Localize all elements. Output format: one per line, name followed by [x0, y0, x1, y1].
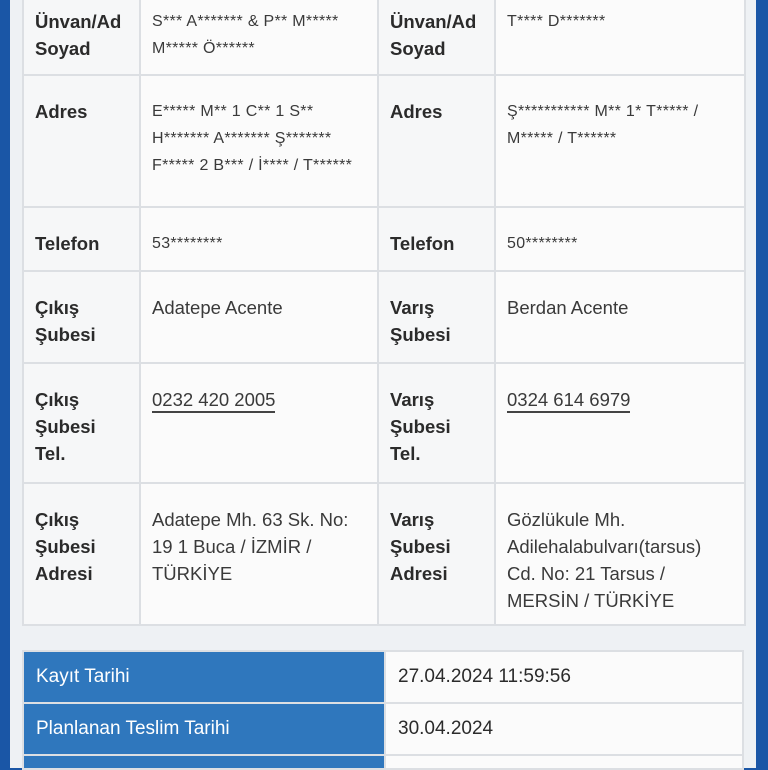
- address-row: [23, 75, 745, 207]
- branch-phone-row: [23, 363, 745, 483]
- departure-branch-label: Çıkış Şubesi: [23, 271, 140, 363]
- arrival-branch-phone-link[interactable]: 0324 614 6979: [507, 389, 630, 413]
- record-date-row: [23, 651, 743, 703]
- arrival-branch-address-value: Gözlükule Mh. Adilehalabulvarı(tarsus) Cd. No: 21 Tarsus / MERSİN / TÜRKİYE: [495, 483, 745, 625]
- planned-delivery-value: 30.04.2024: [385, 703, 743, 755]
- planned-delivery-label: Planlanan Teslim Tarihi: [23, 703, 385, 755]
- departure-branch-phone-link[interactable]: 0232 420 2005: [152, 389, 275, 413]
- planned-delivery-row: [23, 703, 743, 755]
- next-row-label: [23, 755, 385, 769]
- shipment-detail-page: [10, 0, 756, 768]
- receiver-name-label: Ünvan/Ad Soyad: [378, 0, 495, 75]
- receiver-name-value: T**** D*******: [495, 0, 745, 75]
- arrival-branch-phone-label: Varış Şubesi Tel.: [378, 363, 495, 483]
- departure-branch-address-value: Adatepe Mh. 63 Sk. No: 19 1 Buca / İZMİR / TÜRKİYE: [140, 483, 378, 625]
- departure-branch-address-label: Çıkış Şubesi Adresi: [23, 483, 140, 625]
- receiver-phone-label: Telefon: [378, 207, 495, 271]
- sender-name-value: S*** A******* & P** M***** M***** Ö******: [140, 0, 378, 75]
- dates-table: [22, 650, 744, 770]
- branch-row: [23, 271, 745, 363]
- sender-address-value: E***** M** 1 C** 1 S** H******* A******* Ş******* F***** 2 B*** / İ**** / T******: [140, 75, 378, 207]
- sender-address-label: Adres: [23, 75, 140, 207]
- receiver-address-label: Adres: [378, 75, 495, 207]
- receiver-phone-value: 50********: [495, 207, 745, 271]
- arrival-branch-value: Berdan Acente: [495, 271, 745, 363]
- sender-name-label: Ünvan/Ad Soyad: [23, 0, 140, 75]
- shipment-info-table: [22, 0, 746, 626]
- arrival-branch-phone-cell: [495, 363, 745, 483]
- arrival-branch-address-label: Varış Şubesi Adresi: [378, 483, 495, 625]
- branch-address-row: [23, 483, 745, 625]
- record-date-label: Kayıt Tarihi: [23, 651, 385, 703]
- departure-branch-value: Adatepe Acente: [140, 271, 378, 363]
- phone-row: [23, 207, 745, 271]
- departure-branch-phone-label: Çıkış Şubesi Tel.: [23, 363, 140, 483]
- receiver-address-value: Ş*********** M** 1* T***** / M***** / T******: [495, 75, 745, 207]
- arrival-branch-label: Varış Şubesi: [378, 271, 495, 363]
- next-row-partial: [23, 755, 743, 769]
- departure-branch-phone-cell: [140, 363, 378, 483]
- record-date-value: 27.04.2024 11:59:56: [385, 651, 743, 703]
- name-row: [23, 0, 745, 75]
- next-row-value: [385, 755, 743, 769]
- sender-phone-label: Telefon: [23, 207, 140, 271]
- sender-phone-value: 53********: [140, 207, 378, 271]
